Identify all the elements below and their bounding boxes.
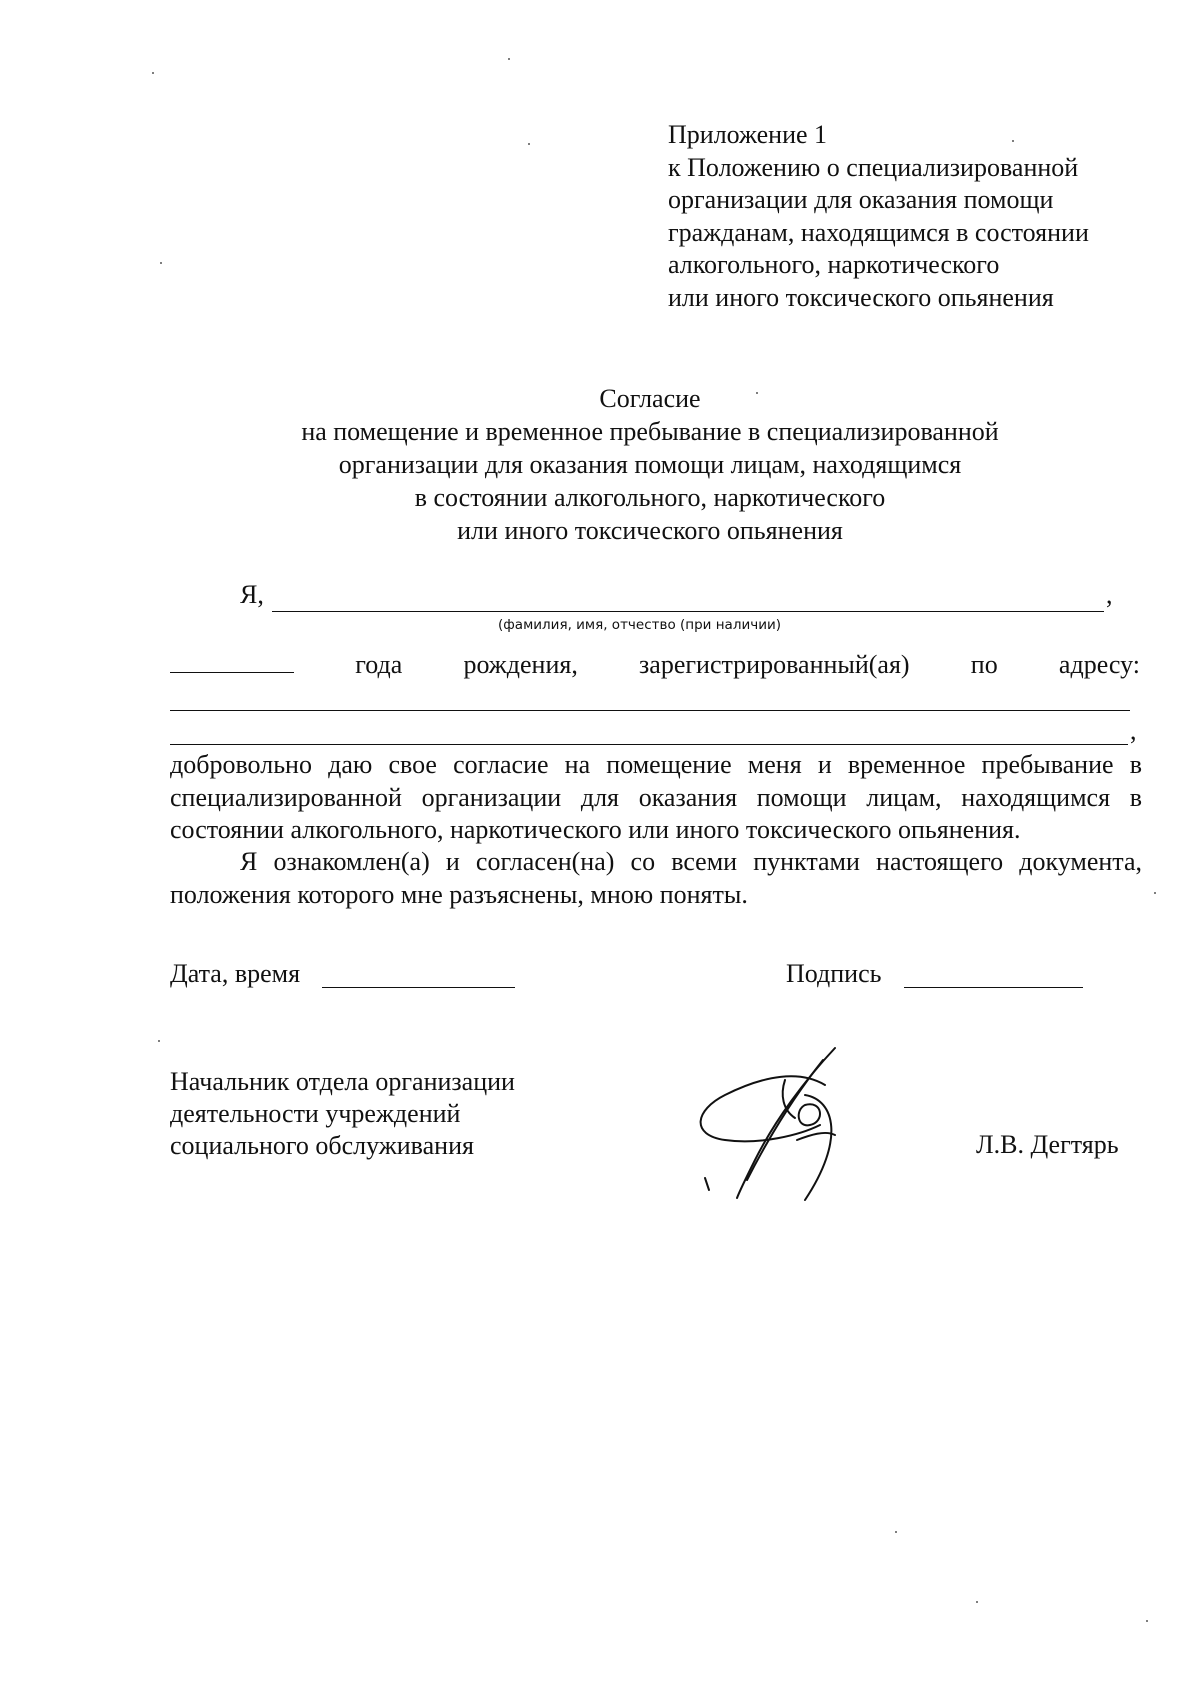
date-time-field[interactable] (322, 987, 515, 988)
appendix-line: организации для оказания помощи (668, 185, 1054, 214)
full-name-field[interactable] (272, 611, 1104, 612)
birth-word: года (355, 650, 403, 679)
scan-speck (1146, 1620, 1148, 1622)
birth-word: зарегистрированный(ая) (639, 650, 910, 679)
birth-word: по (970, 650, 998, 679)
document-title (150, 382, 1150, 547)
position-line: деятельности учреждений (170, 1099, 461, 1128)
address-field-line-1[interactable] (170, 710, 1130, 711)
appendix-line: или иного токсического опьянения (668, 282, 1054, 312)
scan-speck (508, 58, 510, 60)
scan-speck (152, 72, 154, 74)
birth-year-field[interactable] (170, 650, 294, 673)
appendix-line: гражданам, находящимся в состоянии (668, 217, 1089, 247)
position-line: Начальник отдела организации (170, 1067, 515, 1096)
appendix-line: алкогольного, наркотического (668, 250, 1000, 279)
appendix-line: Приложение 1 (668, 120, 828, 149)
i-label: Я, (240, 580, 264, 609)
name-comma: , (1106, 580, 1113, 609)
scan-speck (160, 262, 162, 264)
birth-word: адресу: (1058, 650, 1140, 679)
scan-speck (756, 392, 758, 394)
scan-speck (1154, 892, 1156, 894)
address-comma: , (1130, 716, 1137, 745)
birth-address-row (170, 650, 1140, 680)
position-line: социального обслуживания (170, 1131, 474, 1160)
title-line: на помещение и временное пребывание в специализированной (301, 417, 999, 446)
address-field-line-2[interactable] (170, 744, 1128, 745)
signature-label: Подпись (786, 959, 882, 988)
scan-speck (976, 1601, 978, 1603)
consent-paragraph: добровольно даю свое согласие на помещение меня и временное пребывание в специализированной организации для оказания помощи лицам, находящимся в состоянии алкогольного, наркотического или иного токсического опьянения. (170, 750, 1142, 844)
title-heading: Согласие (599, 384, 701, 413)
official-name: Л.В. Дегтярь (976, 1130, 1119, 1159)
title-line: или иного токсического опьянения (457, 516, 843, 545)
appendix-line: к Положению о специализированной (668, 152, 1079, 182)
signature-field[interactable] (904, 987, 1083, 988)
handwritten-signature (685, 1040, 855, 1210)
scan-speck (895, 1531, 897, 1533)
scan-speck (158, 1040, 160, 1042)
birth-word: рождения, (463, 650, 578, 679)
title-line: организации для оказания помощи лицам, находящимся (338, 450, 962, 479)
acknowledgement-paragraph: Я ознакомлен(а) и согласен(на) со всеми пунктами настоящего документа, положения которого мне разъяснены, мною поняты. (170, 847, 1142, 909)
official-position (170, 1066, 515, 1162)
appendix-block (668, 119, 1148, 314)
scan-speck (528, 143, 530, 145)
title-line: в состоянии алкогольного, наркотического (414, 483, 886, 512)
date-time-label: Дата, время (170, 959, 301, 988)
scan-speck (1012, 140, 1014, 142)
full-name-hint: (фамилия, имя, отчество (при наличии) (498, 617, 782, 633)
